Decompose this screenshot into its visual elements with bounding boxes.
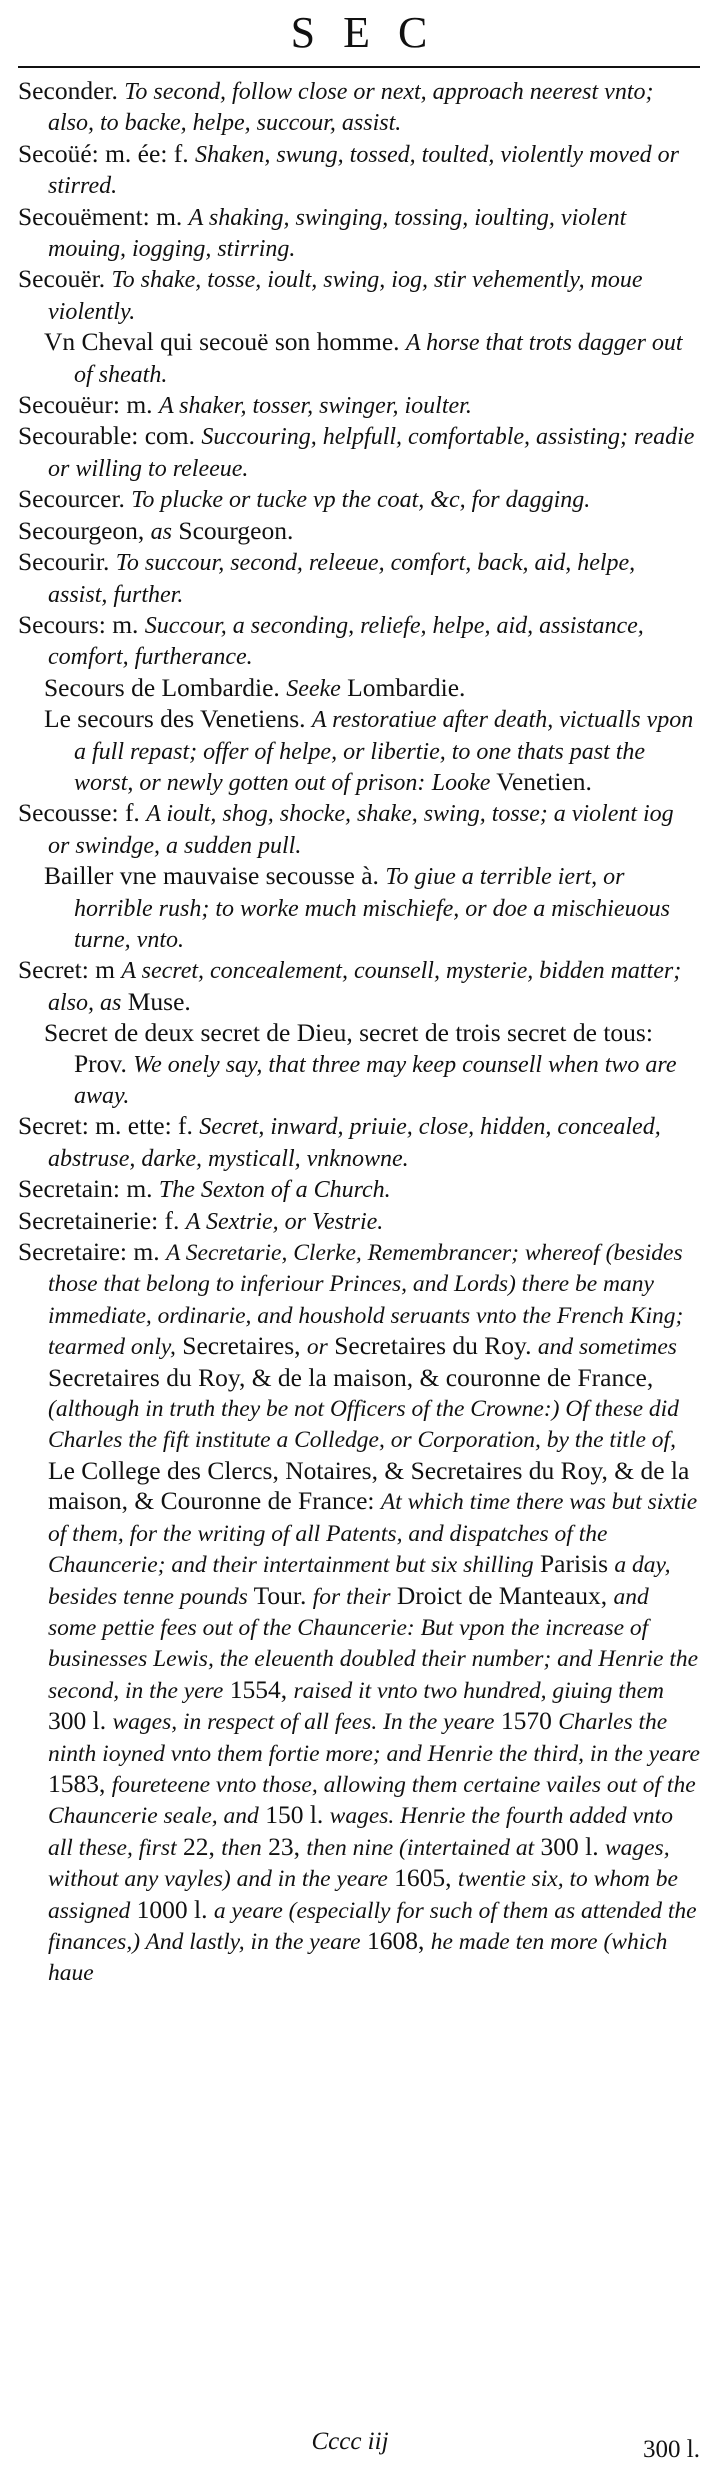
dictionary-subentry bbox=[18, 673, 700, 704]
dictionary-subentry bbox=[18, 327, 700, 390]
entry-headword: Secourgeon, bbox=[18, 515, 145, 545]
entry-gloss: (although in truth they be not Officers of the Crowne:) Of these did Charles the fift institute a Colledge, or Corporation, by the title of, bbox=[48, 1396, 679, 1454]
entry-headword: Secousse: f. bbox=[18, 798, 140, 828]
dictionary-entry bbox=[18, 202, 700, 265]
entry-gloss: and sometimes bbox=[537, 1334, 677, 1361]
entry-gloss: A horse that trots dagger out of sheath. bbox=[74, 330, 683, 388]
dictionary-entry bbox=[18, 547, 700, 610]
entry-number: 23, bbox=[268, 1831, 300, 1861]
entry-gloss: Secret, inward, priuie, close, hidden, concealed, abstruse, darke, mysticall, vnknowne. bbox=[48, 1114, 661, 1172]
entry-number: 300 l. bbox=[540, 1831, 599, 1861]
entry-cross-reference: Muse. bbox=[127, 986, 191, 1016]
dictionary-entry-secretaire bbox=[18, 1237, 700, 1989]
entry-gloss: a day, besides tenne pounds bbox=[48, 1552, 671, 1610]
entry-gloss: Seeke bbox=[286, 675, 341, 702]
dictionary-entry bbox=[18, 390, 700, 421]
entry-number: 1608, bbox=[367, 1925, 425, 1955]
entry-headword: Secoüé: m. ée: f. bbox=[18, 138, 189, 168]
entry-number: 1000 l. bbox=[136, 1894, 208, 1924]
entry-gloss: for their bbox=[312, 1583, 391, 1610]
entry-number: 1570 bbox=[500, 1706, 552, 1736]
entry-gloss: then nine (intertained at bbox=[306, 1834, 535, 1861]
entry-headword: Secourir. bbox=[18, 547, 110, 577]
entry-gloss: A shaking, swinging, tossing, ioulting, violent mouing, iogging, stirring. bbox=[48, 204, 627, 263]
entry-headword: Secouëment: m. bbox=[18, 201, 183, 231]
entry-cross-reference: Scourgeon. bbox=[178, 515, 294, 545]
catchword: 300 l. bbox=[643, 2436, 700, 2463]
entry-gloss: or bbox=[306, 1334, 328, 1361]
entry-headword: Le secours des Venetiens. bbox=[44, 704, 306, 734]
entry-gloss: A Sextrie, or Vestrie. bbox=[185, 1208, 384, 1235]
entry-french-term: Secretaires, bbox=[182, 1331, 301, 1361]
entry-gloss: To plucke or tucke vp the coat, &c, for dagging. bbox=[131, 487, 591, 514]
entry-gloss: foureteene vnto those, allowing them certaine vailes out of the Chauncerie seale, and bbox=[48, 1771, 696, 1830]
entry-headword: Secours: m. bbox=[18, 609, 139, 639]
dictionary-subentry bbox=[18, 861, 700, 955]
entry-gloss: then bbox=[221, 1834, 262, 1861]
entry-french-term: Secretaires du Roy. bbox=[334, 1331, 532, 1361]
entry-gloss: a yeare (especially for such of them as attended the finances,) And lastly, in the yeare bbox=[48, 1897, 697, 1955]
entry-gloss: We onely say, that three may keep counsell when two are away. bbox=[74, 1051, 677, 1109]
entry-number: 150 l. bbox=[265, 1800, 324, 1830]
entry-gloss: wages, without any vayles) and in the yeare bbox=[48, 1834, 670, 1893]
entry-headword: Secretain: m. bbox=[18, 1174, 153, 1204]
dictionary-entry bbox=[18, 798, 700, 861]
entry-gloss: and some pettie fees out of the Chauncerie: But vpon the increase of businesses Lewis, the eleuenth doubled their number; and Henrie the second, in the yere bbox=[48, 1583, 699, 1704]
signature-mark: Cccc iij bbox=[311, 2428, 389, 2455]
dictionary-entry bbox=[18, 516, 700, 547]
dictionary-entry bbox=[18, 264, 700, 327]
header-rule bbox=[18, 66, 700, 68]
entry-number: 22, bbox=[182, 1831, 215, 1861]
dictionary-entry bbox=[18, 1111, 700, 1174]
entry-gloss: A Secretarie, Clerke, Remembrancer; whereof (besides those that belong to inferiour Princes, and Lords) there be many immediate, ordinarie, and houshold seruants vnto the French King; tearmed only, bbox=[48, 1240, 684, 1361]
entry-headword: Vn Cheval qui secouë son homme. bbox=[44, 327, 400, 357]
entry-gloss: To second, follow close or next, approach neerest vnto; also, to backe, helpe, succour, assist. bbox=[48, 79, 654, 137]
entry-gloss: he made ten more (which haue bbox=[48, 1928, 668, 1987]
entry-gloss-look: Looke bbox=[431, 769, 491, 796]
entry-gloss: A restoratiue after death, victualls vpon a full repast; offer of helpe, or libertie, to one thats past the worst, or newly gotten out of prison: bbox=[74, 707, 694, 796]
entry-french-term: Le College des Clercs, Notaires, & Secretaires du Roy, & de la maison, & Couronne de France: bbox=[48, 1455, 690, 1516]
entry-headword: Secret: m. ette: f. bbox=[18, 1111, 193, 1141]
dictionary-entry bbox=[18, 610, 700, 673]
entry-cross-reference: Lombardie. bbox=[347, 672, 466, 702]
dictionary-entry bbox=[18, 421, 700, 484]
entry-gloss: Succouring, helpfull, comfortable, assisting; readie or willing to releeue. bbox=[48, 424, 695, 482]
entry-gloss: To giue a terrible iert, or horrible rush; to worke much mischiefe, or doe a mischieuous turne, vnto. bbox=[74, 864, 670, 953]
entry-french-term: Droict de Manteaux, bbox=[396, 1580, 608, 1610]
entry-headword: Secourcer. bbox=[18, 484, 125, 514]
entry-french-term: Parisis bbox=[540, 1549, 609, 1579]
entry-gloss: At which time there was but sixtie of them, for the writing of all Patents, and dispatches of the Chauncerie; and their intertainment but six shilling bbox=[48, 1489, 698, 1579]
entry-gloss: wages, in respect of all fees. In the yeare bbox=[112, 1709, 495, 1736]
entry-number: 1554, bbox=[229, 1674, 288, 1704]
dictionary-entry bbox=[18, 139, 700, 202]
running-head: SEC bbox=[290, 8, 456, 57]
entry-gloss: twentie six, to whom be assigned bbox=[48, 1866, 678, 1924]
entry-headword: Secretaire: m. bbox=[18, 1237, 160, 1267]
entry-gloss: Shaken, swung, tossed, toulted, violently moved or stirred. bbox=[48, 141, 679, 200]
entry-number: 1605, bbox=[394, 1863, 452, 1893]
entry-gloss: The Sexton of a Church. bbox=[158, 1177, 391, 1204]
dictionary-subentry bbox=[18, 704, 700, 798]
page-footer bbox=[0, 2428, 700, 2468]
entry-gloss: A secret, concealement, counsell, mysterie, bidden matter; also, as bbox=[48, 958, 682, 1016]
dictionary-entry bbox=[18, 955, 700, 1018]
entry-number: 300 l. bbox=[48, 1706, 107, 1736]
entry-headword: Secret: m bbox=[18, 955, 116, 985]
entry-headword: Secouër. bbox=[18, 264, 106, 294]
entry-gloss: A shaker, tosser, swinger, ioulter. bbox=[158, 393, 472, 420]
dictionary-entry bbox=[18, 76, 700, 139]
entry-number: 1583, bbox=[48, 1768, 106, 1798]
entry-french-term: Secretaires du Roy, & de la maison, & couronne de France, bbox=[48, 1362, 654, 1392]
entry-gloss: Charles the ninth ioyned vnto them fortie more; and Henrie the third, in the yeare bbox=[48, 1709, 700, 1767]
entry-headword: Secouëur: m. bbox=[18, 390, 153, 420]
dictionary-subentry bbox=[18, 1018, 700, 1111]
entry-gloss: To succour, second, releeue, comfort, back, aid, helpe, assist, further. bbox=[48, 550, 636, 608]
entry-gloss: A ioult, shog, shocke, shake, swing, tosse; a violent iog or swindge, a sudden pull. bbox=[48, 801, 674, 859]
entry-cross-reference: Venetien. bbox=[496, 766, 592, 796]
entry-headword: Secret de deux secret de Dieu, secret de trois secret de tous: Prov. bbox=[44, 1018, 653, 1078]
entry-gloss: wages. Henrie the fourth added vnto all these, first bbox=[48, 1803, 673, 1861]
entry-headword: Secours de Lombardie. bbox=[44, 672, 280, 702]
entry-headword: Seconder. bbox=[18, 76, 118, 105]
entry-headword: Secourable: com. bbox=[18, 421, 196, 451]
entry-gloss: Succour, a seconding, reliefe, helpe, aid, assistance, comfort, furtherance. bbox=[48, 612, 644, 671]
entries-list bbox=[18, 76, 700, 1989]
entry-gloss: raised it vnto two hundred, giuing them bbox=[293, 1677, 664, 1704]
entry-gloss: To shake, tosse, ioult, swing, iog, stir vehemently, moue violently. bbox=[48, 267, 643, 325]
entry-french-term: Tour. bbox=[253, 1580, 307, 1610]
dictionary-entry bbox=[18, 1206, 700, 1237]
entry-headword: Secretainerie: f. bbox=[18, 1205, 180, 1235]
dictionary-entry bbox=[18, 1174, 700, 1205]
entry-gloss: as bbox=[150, 518, 173, 545]
entry-headword: Bailler vne mauvaise secousse à. bbox=[44, 861, 379, 891]
dictionary-entry bbox=[18, 484, 700, 515]
